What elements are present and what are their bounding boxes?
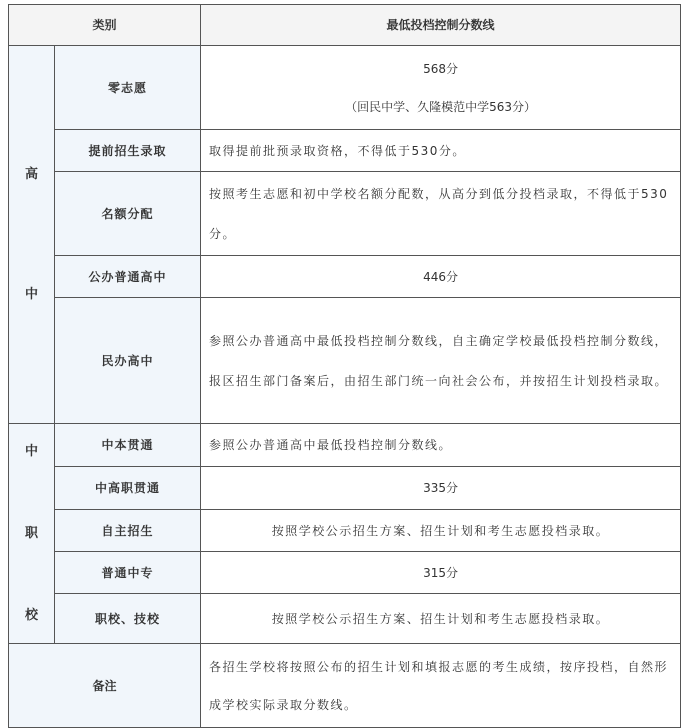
table-row [9, 256, 681, 298]
table-row [9, 552, 681, 594]
row-name: 职校、技校 [55, 594, 201, 644]
row-value: 参照公办普通高中最低投档控制分数线。 [201, 424, 681, 467]
table-row [9, 298, 681, 424]
score-table [8, 4, 681, 728]
header-category: 类别 [9, 5, 201, 46]
row-value [201, 46, 681, 130]
row-name: 民办高中 [55, 298, 201, 424]
row-value: 参照公办普通高中最低投档控制分数线，自主确定学校最低投档控制分数线，报区招生部门备案后，由招生部门统一向社会公布，并按招生计划投档录取。 [201, 298, 681, 424]
table-row [9, 424, 681, 467]
table-row [9, 594, 681, 644]
table-row [9, 510, 681, 552]
note-value: 各招生学校将按照公布的招生计划和填报志愿的考生成绩，按序投档，自然形成学校实际录取分数线。 [201, 644, 681, 728]
note-label: 备注 [9, 644, 201, 728]
row-value-line2: （回民中学、久隆模范中学563分） [345, 99, 536, 114]
group-char: 高 [24, 166, 38, 182]
table-row [9, 467, 681, 510]
row-value: 取得提前批预录取资格，不得低于530分。 [201, 130, 681, 172]
row-value: 315分 [201, 552, 681, 594]
table-header-row [9, 5, 681, 46]
group-zhongzhi [9, 424, 55, 644]
group-char: 职 [24, 525, 38, 541]
row-name: 零志愿 [55, 46, 201, 130]
row-name: 公办普通高中 [55, 256, 201, 298]
group-char: 中 [24, 286, 38, 302]
row-value: 按照考生志愿和初中学校名额分配数，从高分到低分投档录取，不得低于530分。 [201, 172, 681, 256]
row-name: 中高职贯通 [55, 467, 201, 510]
group-char: 校 [24, 607, 38, 623]
row-name: 名额分配 [55, 172, 201, 256]
table-row [9, 130, 681, 172]
row-name: 提前招生录取 [55, 130, 201, 172]
group-gaozhong [9, 46, 55, 424]
table-row [9, 46, 681, 130]
row-value: 按照学校公示招生方案、招生计划和考生志愿投档录取。 [201, 594, 681, 644]
row-name: 普通中专 [55, 552, 201, 594]
note-row [9, 644, 681, 728]
row-value: 446分 [201, 256, 681, 298]
row-value-line1: 568分 [423, 61, 458, 76]
row-value: 335分 [201, 467, 681, 510]
group-char: 中 [24, 443, 38, 459]
row-name: 自主招生 [55, 510, 201, 552]
row-value: 按照学校公示招生方案、招生计划和考生志愿投档录取。 [201, 510, 681, 552]
table-row [9, 172, 681, 256]
header-score-line: 最低投档控制分数线 [201, 5, 681, 46]
row-name: 中本贯通 [55, 424, 201, 467]
